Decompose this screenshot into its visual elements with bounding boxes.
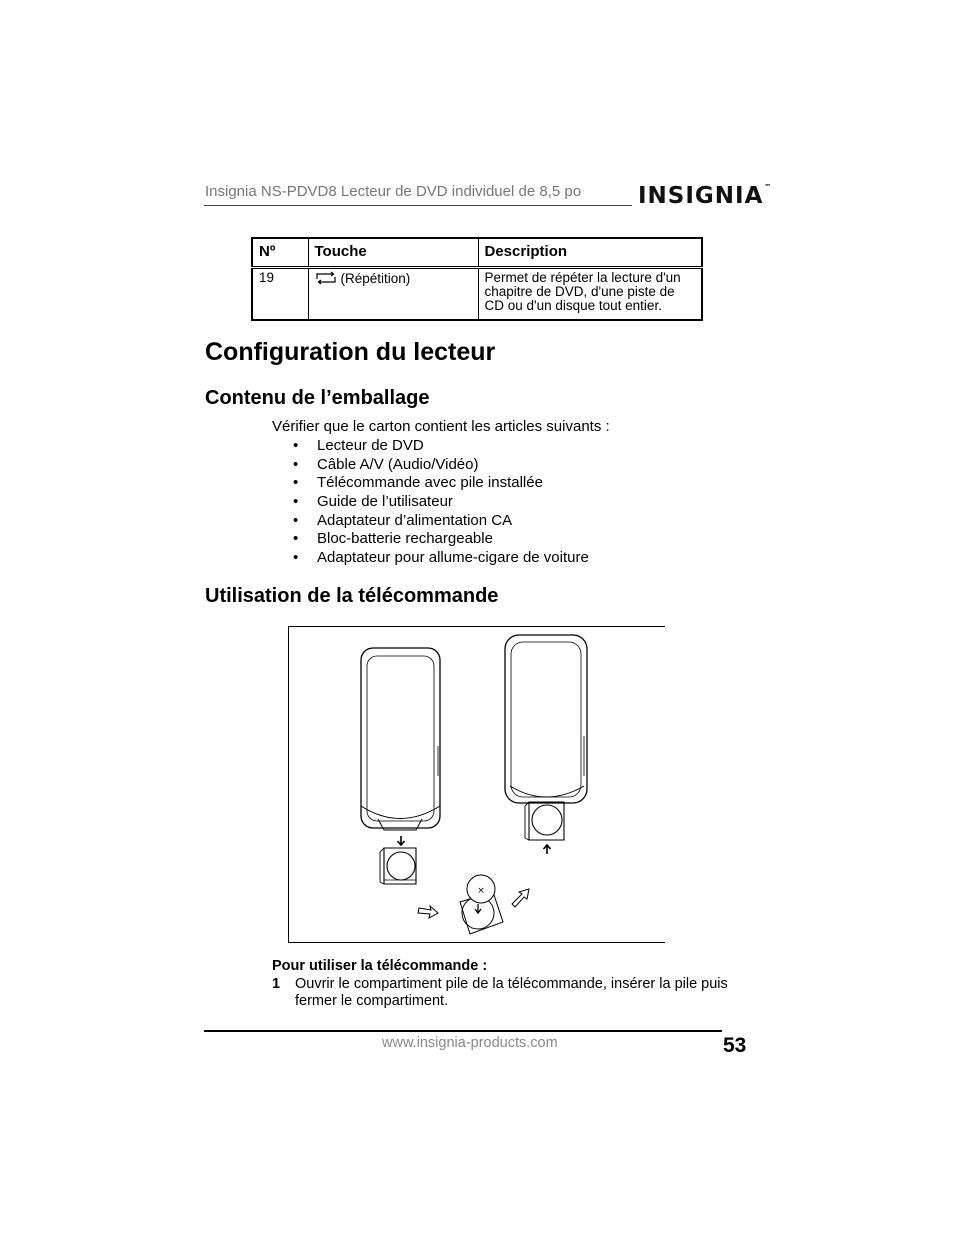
contents-intro: Vérifier que le carton contient les articles suivants : bbox=[272, 418, 610, 435]
logo-text: INSIGNIA bbox=[638, 183, 764, 209]
list-item bbox=[272, 530, 589, 549]
bullet: • bbox=[293, 437, 299, 454]
footer-rule bbox=[204, 1030, 722, 1032]
column-header-key: Touche bbox=[308, 238, 478, 268]
row-number: 19 bbox=[259, 270, 275, 285]
steps-heading: Pour utiliser la télécommande : bbox=[272, 958, 488, 974]
column-header-description: Description bbox=[478, 238, 702, 268]
list-item bbox=[272, 512, 589, 531]
bullet: • bbox=[293, 474, 299, 492]
battery-mark: × bbox=[477, 886, 485, 896]
list-item bbox=[272, 437, 589, 456]
list-item-text: Câble A/V (Audio/Vidéo) bbox=[317, 455, 479, 473]
package-contents-list bbox=[272, 437, 589, 568]
list-item bbox=[272, 493, 589, 512]
page-number: 53 bbox=[723, 1034, 747, 1057]
list-item bbox=[272, 474, 589, 493]
remote-battery-install-illustration bbox=[288, 626, 666, 943]
step-number: 1 bbox=[272, 976, 281, 992]
column-header-number: Nº bbox=[252, 238, 308, 268]
insignia-logo bbox=[638, 183, 772, 209]
key-description-table bbox=[251, 237, 703, 321]
footer-url: www.insignia-products.com bbox=[382, 1035, 558, 1051]
repeat-icon bbox=[315, 271, 337, 288]
table-header-row bbox=[252, 238, 702, 268]
list-item-text: Adaptateur d’alimentation CA bbox=[317, 511, 513, 529]
row-key-label: (Répétition) bbox=[340, 271, 411, 286]
header-rule bbox=[204, 205, 632, 206]
bullet: • bbox=[293, 455, 299, 473]
running-header-title: Insignia NS-PDVD8 Lecteur de DVD individuel de 8,5 po bbox=[205, 183, 582, 200]
bullet: • bbox=[293, 493, 299, 511]
step-text: Ouvrir le compartiment pile de la télécommande, insérer la pile puis fermer le compartiment. bbox=[295, 976, 728, 1009]
row-key bbox=[308, 268, 478, 321]
page-title: Configuration du lecteur bbox=[205, 338, 496, 366]
bullet: • bbox=[293, 530, 299, 548]
list-item-text: Bloc-batterie rechargeable bbox=[317, 530, 493, 548]
list-item-text: Télécommande avec pile installée bbox=[317, 474, 543, 492]
list-item bbox=[272, 456, 589, 475]
bullet: • bbox=[293, 511, 299, 529]
remote-heading: Utilisation de la télécommande bbox=[205, 585, 499, 607]
row-description: Permet de répéter la lecture d'un chapitre de DVD, d'une piste de CD ou d'un disque tout entier. bbox=[478, 268, 702, 321]
contents-heading: Contenu de l’emballage bbox=[205, 387, 430, 409]
list-item-text: Guide de l’utilisateur bbox=[317, 493, 453, 511]
list-item bbox=[272, 549, 589, 568]
bullet: • bbox=[293, 549, 299, 567]
table-row bbox=[252, 268, 702, 321]
list-item-text: Lecteur de DVD bbox=[317, 437, 424, 454]
logo-trademark: ™ bbox=[764, 183, 773, 191]
list-item-text: Adaptateur pour allume-cigare de voiture bbox=[317, 549, 589, 567]
